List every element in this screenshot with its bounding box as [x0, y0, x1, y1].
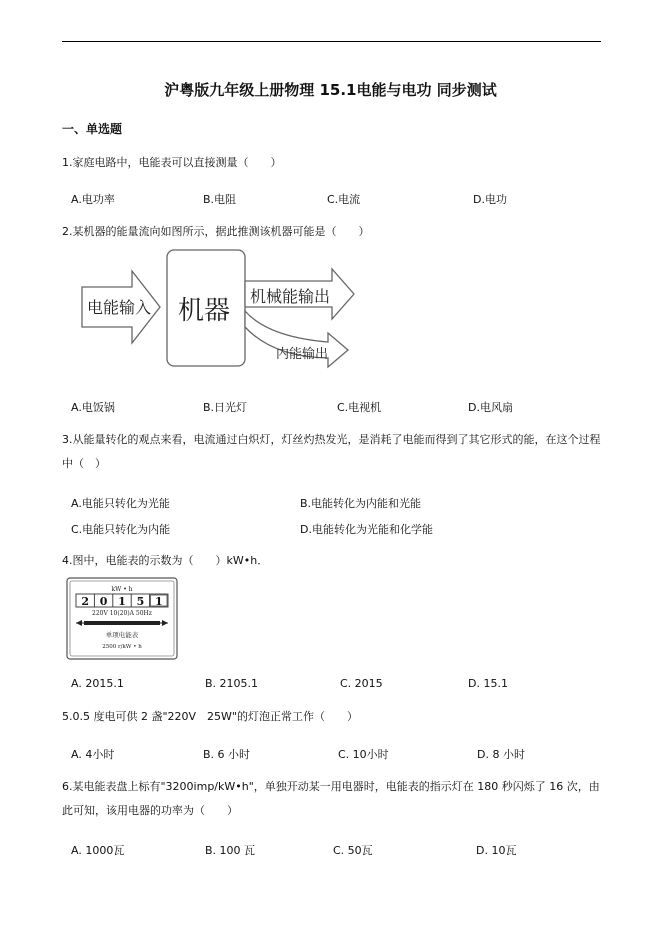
q2-option-a[interactable]: A.电饭锅: [71, 401, 115, 414]
q4-option-c[interactable]: C. 2015: [340, 677, 383, 690]
header-rule: [62, 41, 601, 42]
question-3-stem: 3.从能量转化的观点来看，电流通过白炽灯，灯丝灼热发光，是消耗了电能而得到了其它形式的能，在这个过程中（ ）: [62, 433, 601, 470]
q6-option-b[interactable]: B. 100 瓦: [205, 844, 256, 857]
meter-digit-2: 0: [99, 595, 108, 608]
question-1-stem: 1.家庭电路中，电能表可以直接测量（ ）: [62, 156, 282, 169]
meter-digit-3: 1: [118, 595, 126, 608]
q4-option-d[interactable]: D. 15.1: [468, 677, 508, 690]
question-4-stem: 4.图中，电能表的示数为（ ）kW•h．: [62, 554, 269, 567]
section-heading: 一、单选题: [62, 122, 123, 136]
q5-option-b[interactable]: B. 6 小时: [203, 748, 251, 761]
q1-option-a[interactable]: A.电功率: [71, 193, 115, 206]
q5-option-c[interactable]: C. 10小时: [338, 748, 389, 761]
q4-option-a[interactable]: A. 2015.1: [71, 677, 124, 690]
q2-option-c[interactable]: C.电视机: [337, 401, 382, 414]
q6-option-c[interactable]: C. 50瓦: [333, 844, 373, 857]
meter-digit-1: 2: [81, 595, 90, 608]
energy-input-label: 电能输入: [87, 298, 152, 317]
q3-option-a[interactable]: A.电能只转化为光能: [71, 497, 170, 510]
question-6-stem: 6.某电能表盘上标有"3200imp/kW•h"，单独开动某一用电器时，电能表的指示灯在 180 秒闪烁了 16 次，由此可知，该用电器的功率为（ ）: [62, 780, 600, 817]
q3-option-b[interactable]: B.电能转化为内能和光能: [300, 497, 422, 510]
electric-meter-figure: [66, 577, 178, 660]
q5-option-a[interactable]: A. 4小时: [71, 748, 115, 761]
q6-option-a[interactable]: A. 1000瓦: [71, 844, 125, 857]
q4-option-b[interactable]: B. 2105.1: [205, 677, 259, 690]
q3-option-d[interactable]: D.电能转化为光能和化学能: [300, 523, 433, 536]
q2-option-d[interactable]: D.电风扇: [468, 401, 513, 414]
q1-option-b[interactable]: B.电阻: [203, 193, 237, 206]
question-2-stem: 2.某机器的能量流向如图所示，据此推测该机器可能是（ ）: [62, 225, 370, 238]
meter-name-label: 单项电能表: [105, 631, 139, 639]
q2-option-b[interactable]: B.日光灯: [203, 401, 248, 414]
q3-option-c[interactable]: C.电能只转化为内能: [71, 523, 171, 536]
q1-option-d[interactable]: D.电功: [473, 193, 507, 206]
q6-option-d[interactable]: D. 10瓦: [476, 844, 517, 857]
meter-rate-label: 2500 r/kW • h: [102, 644, 142, 650]
q1-option-c[interactable]: C.电流: [327, 193, 361, 206]
meter-digit-5: 1: [154, 595, 163, 608]
machine-label: 机器: [178, 296, 231, 326]
meter-unit-label: kW • h: [111, 586, 133, 593]
meter-digit-4: 5: [136, 595, 145, 608]
q5-option-d[interactable]: D. 8 小时: [477, 748, 525, 761]
question-5-stem: 5.0.5 度电可供 2 盏"220V 25W"的灯泡正常工作（ ）: [62, 710, 358, 723]
energy-flow-diagram: [78, 247, 368, 375]
mechanical-output-label: 机械能输出: [250, 287, 331, 306]
internal-output-label: 内能输出: [276, 347, 329, 362]
meter-spec-label: 220V 10(20)A 50Hz: [92, 610, 152, 617]
page-title: 沪粤版九年级上册物理 15.1电能与电功 同步测试: [164, 81, 497, 99]
